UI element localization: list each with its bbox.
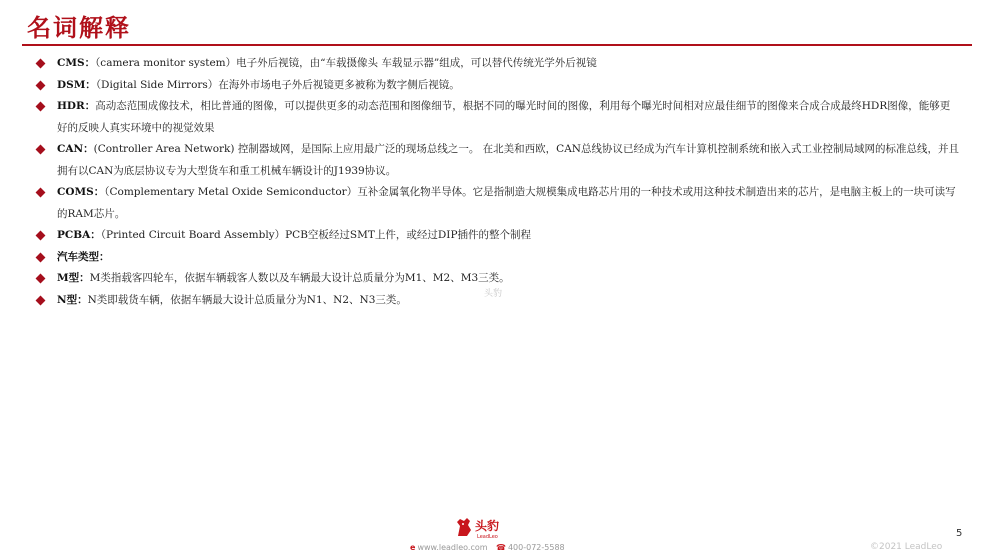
list-item [35,225,960,247]
diamond-bullet-icon [36,252,46,262]
logo-english-text: LeadLeo [477,534,498,540]
item-text: （camera monitor system）电子外后视镜，由“车载摄像头 车载显示器”组成，可以替代传统光学外后视镜 [95,57,597,69]
item-term: CMS： [57,57,96,69]
leopard-logo-icon [455,516,473,538]
page-number: 5 [956,528,963,539]
list-item [35,96,960,139]
footer-phone [496,543,565,552]
logo-chinese-text: 头豹 [475,519,500,533]
item-text: （Printed Circuit Board Assembly）PCB空板经过SMT上件，或经过DIP插件的整个制程 [100,229,532,241]
definition-list [35,53,960,311]
list-item [35,139,960,182]
item-text: （Digital Side Mirrors）在海外市场电子外后视镜更多被称为数字侧后视镜。 [95,78,460,91]
title-divider [22,44,972,46]
list-item [35,247,960,269]
item-term: DSM： [57,78,96,91]
footer-website [410,543,488,552]
copyright: ©2021 LeadLeo [870,542,943,552]
diamond-bullet-icon [36,102,46,112]
item-term: N型： [57,293,88,306]
item-term: HDR： [57,100,96,112]
list-item [35,75,960,97]
leadleo-logo [455,514,515,544]
item-text: M类指载客四轮车，依据车辆载客人数以及车辆最大设计总质量分为M1、M2、M3三类。 [89,272,510,284]
watermark: 头豹 [484,289,503,299]
item-text: （Complementary Metal Oxide Semiconductor）互补金属氧化物半导体。它是指制造大规模集成电路芯片用的一种技术或用这种技术制造出来的芯片，是电脑主板上的一块可读写的RAM芯片。 [57,186,956,220]
item-term: 汽车类型： [57,250,110,263]
diamond-bullet-icon [36,59,46,69]
website-text: www.leadleo.com [417,543,488,552]
item-term: PCBA： [57,229,101,241]
diamond-bullet-icon [36,295,46,305]
list-item [35,182,960,225]
item-text: N类即载货车辆，依据车辆最大设计总质量分为N1、N2、N3三类。 [87,293,407,306]
item-term: M型： [57,272,90,284]
item-term: COMS： [57,186,105,198]
web-icon: e [410,543,416,552]
item-term: CAN： [57,143,94,155]
phone-icon: ☎ [496,543,506,552]
diamond-bullet-icon [36,274,46,284]
list-item [35,53,960,75]
diamond-bullet-icon [36,145,46,155]
item-text: 高动态范围成像技术，相比普通的图像，可以提供更多的动态范围和图像细节，根据不同的曝光时间的图像，利用每个曝光时间相对应最佳细节的图像来合成合成最终HDR图像，能够更好的反映人真实环境中的视觉效果 [57,100,951,134]
diamond-bullet-icon [36,80,46,90]
diamond-bullet-icon [36,188,46,198]
item-text: (Controller Area Network) 控制器域网，是国际上应用最广泛的现场总线之一。 在北美和西欧，CAN总线协议已经成为汽车计算机控制系统和嵌入式工业控制局域网的标准总线，并且拥有以CAN为底层协议专为大型货车和重工机械车辆设计的J1939协议。 [57,143,959,177]
diamond-bullet-icon [36,231,46,241]
phone-text: 400-072-5588 [507,543,565,552]
page-title: 名词解释 [27,13,131,42]
